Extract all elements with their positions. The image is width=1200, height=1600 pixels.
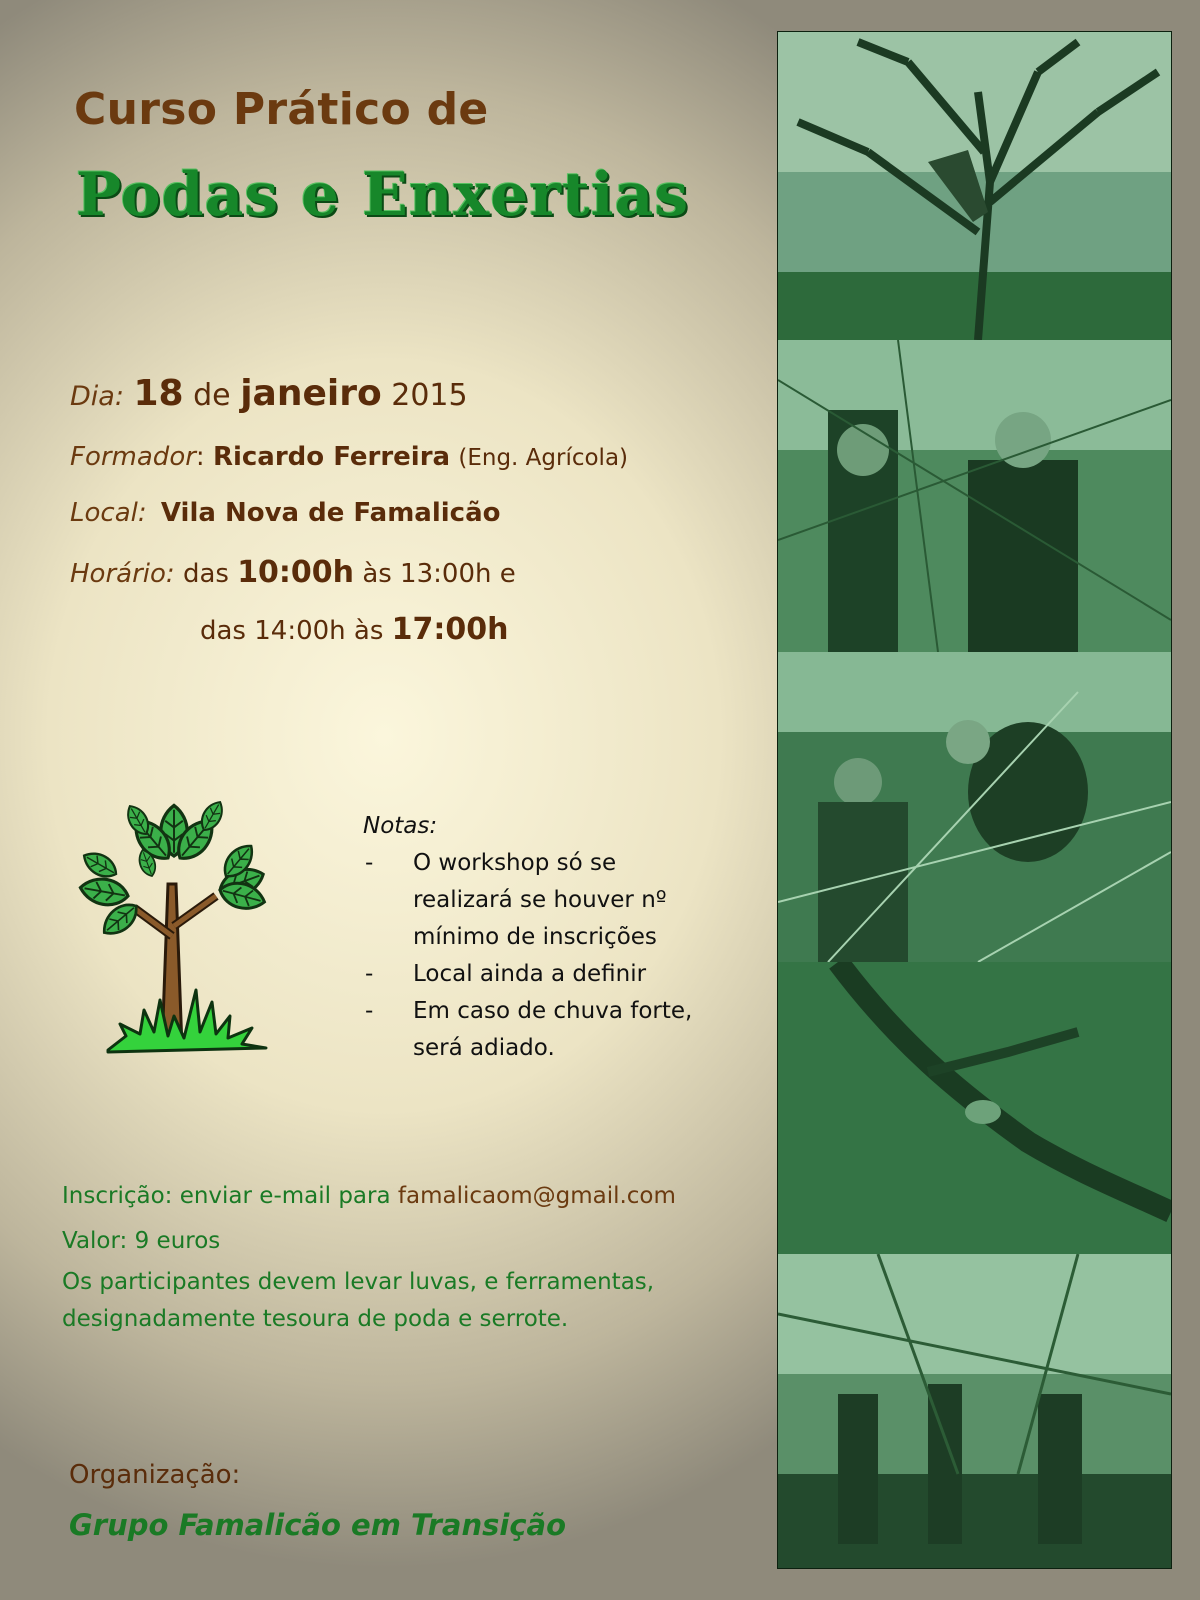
registration-section [62,1174,722,1338]
schedule-das: das [182,559,229,589]
location-row [70,498,501,528]
title-line-1: Curso Prático de [74,84,489,135]
trainer-name: Ricardo Ferreira [212,442,451,472]
schedule-row-1 [70,555,516,590]
trainer-colon: : [195,442,205,472]
note-item: - O workshop só se realizará se houver nº mínimo de inscrições [363,845,703,956]
schedule-row-2 [200,612,509,647]
notes-list [363,845,703,1067]
requirements-text: Os participantes devem levar luvas, e ferramentas, designadamente tesoura de poda e serrote. [62,1269,655,1332]
date-day: 18 [133,373,184,414]
photo-strip [778,32,1171,1568]
photo-group-pruning [778,652,1171,962]
date-year: 2015 [391,378,468,413]
organization-label: Organização: [69,1460,241,1490]
schedule-label: Horário: [70,559,175,589]
trainer-row [70,442,628,472]
schedule-rest-1: às 13:00h e [362,559,516,589]
title-line-2: Podas e Enxertias [76,160,690,230]
notes-section [363,808,703,1067]
tree-icon [56,786,308,1078]
registration-line [62,1174,722,1219]
location-label: Local: [70,498,147,528]
photo-people-orchard [778,340,1171,652]
notes-title: Notas: [363,813,438,839]
photo-tree-climber [778,32,1171,340]
date-row [70,373,468,414]
note-item: - Em caso de chuva forte, será adiado. [363,993,703,1067]
registration-email[interactable]: famalicaom@gmail.com [397,1183,676,1209]
schedule-start-2: das 14:00h às [200,616,384,646]
registration-text: Inscrição: enviar e-mail para [62,1183,391,1209]
note-item: - Local ainda a definir [363,956,703,993]
trainer-label: Formador [70,442,196,472]
schedule-end-2: 17:00h [391,612,509,647]
photo-branch-graft [778,962,1171,1254]
schedule-start-1: 10:00h [237,555,355,590]
date-month: janeiro [240,373,382,414]
date-label: Dia: [70,381,124,412]
photo-orchard-workers [778,1254,1171,1568]
organization-name: Grupo Famalicão em Transição [69,1508,567,1542]
price-line: Valor: 9 euros [62,1228,221,1254]
date-de: de [193,378,231,413]
trainer-title: (Eng. Agrícola) [458,445,629,471]
location-value: Vila Nova de Famalicão [160,498,501,528]
